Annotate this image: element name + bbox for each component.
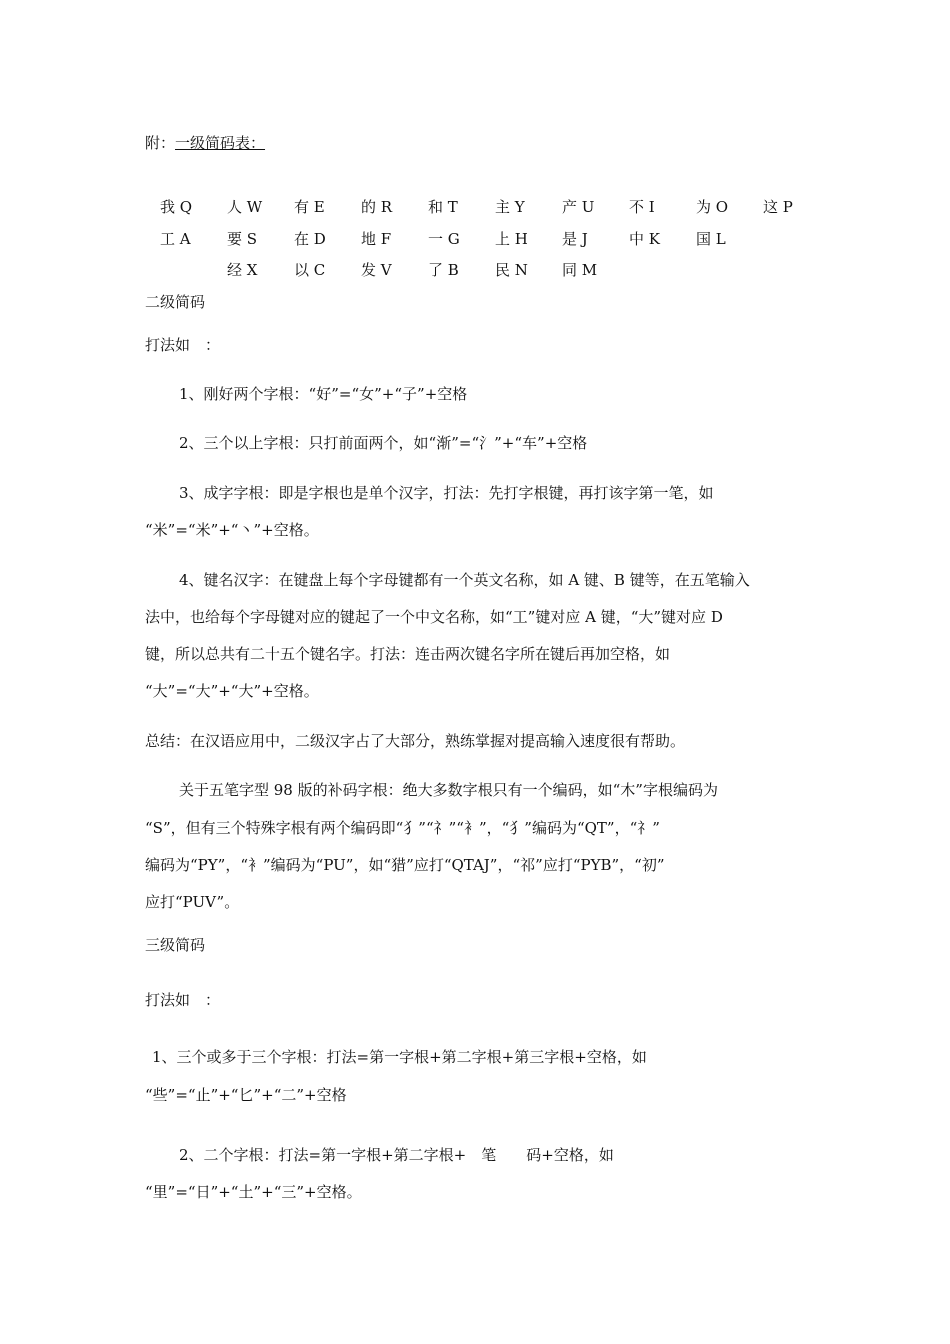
code-cell: 一 G <box>428 230 460 248</box>
code-cell: 这 P <box>763 198 793 216</box>
code-cell: 民 N <box>495 261 528 279</box>
code-cell: 地 F <box>361 230 392 248</box>
method-label: 打法如 ： <box>145 991 221 1009</box>
paragraph-line: 3、成字字根：即是字根也是单个汉字，打法：先打字根键，再打该字第一笔，如 <box>179 484 714 502</box>
paragraph-line: 2、三个以上字根：只打前面两个，如“渐”=“氵”+“车”+空格 <box>179 434 588 452</box>
paragraph-line: 1、刚好两个字根：“好”=“女”+“子”+空格 <box>179 385 468 403</box>
section-title: 三级简码 <box>145 936 206 954</box>
code-cell: 中 K <box>629 230 660 248</box>
code-cell: 产 U <box>562 198 595 216</box>
paragraph-line: 键，所以总共有二十五个键名字。打法：连击两次键名字所在键后再加空格，如 <box>145 645 671 663</box>
code-cell: 工 A <box>160 230 191 248</box>
paragraph-line: “些”=“止”+“匕”+“二”+空格 <box>145 1086 347 1104</box>
section-title: 二级简码 <box>145 293 206 311</box>
code-cell: 经 X <box>227 261 258 279</box>
code-cell: 不 I <box>629 198 655 216</box>
code-table-row <box>160 229 820 249</box>
appendix-title: 一级简码表： <box>175 134 266 152</box>
code-cell: 以 C <box>294 261 326 279</box>
summary-line: 总结：在汉语应用中，二级汉字占了大部分，熟练掌握对提高输入速度很有帮助。 <box>145 732 686 750</box>
code-cell: 我 Q <box>160 198 193 216</box>
code-cell: 人 W <box>227 198 263 216</box>
paragraph-line: “大”=“大”+“大”+空格。 <box>145 682 319 700</box>
code-cell: 在 D <box>294 230 326 248</box>
code-cell: 同 M <box>562 261 598 279</box>
code-cell: 发 V <box>361 261 392 279</box>
code-table-row <box>160 197 820 217</box>
paragraph-line: “里”=“日”+“土”+“三”+空格。 <box>145 1183 362 1201</box>
paragraph-line: 编码为“PY”，“衤”编码为“PU”，如“猎”应打“QTAJ”，“祁”应打“PYB”，“初” <box>145 856 665 874</box>
paragraph-line: 法中，也给每个字母键对应的键起了一个中文名称，如“工”键对应 A 键，“大”键对应 D <box>145 608 723 626</box>
code-cell: 了 B <box>428 261 459 279</box>
code-cell: 有 E <box>294 198 325 216</box>
paragraph-line: “米”=“米”+“丶”+空格。 <box>145 521 319 539</box>
code-cell: 的 R <box>361 198 393 216</box>
code-cell: 国 L <box>696 230 726 248</box>
paragraph-line: 应打“PUV”。 <box>145 893 240 911</box>
paragraph-line: 4、键名汉字：在键盘上每个字母键都有一个英文名称，如 A 键、B 键等，在五笔输入 <box>179 571 750 589</box>
paragraph-line: 1、三个或多于三个字根：打法=第一字根+第二字根+第三字根+空格，如 <box>152 1048 647 1066</box>
code-cell: 上 H <box>495 230 528 248</box>
appendix-prefix: 附： <box>145 134 176 152</box>
code-cell: 要 S <box>227 230 258 248</box>
appendix-heading <box>145 133 265 153</box>
method-label: 打法如 ： <box>145 336 221 354</box>
paragraph-line: “S”，但有三个特殊字根有两个编码即“犭”“礻”“衤”，“犭”编码为“QT”，“礻” <box>145 819 660 837</box>
paragraph-line: 2、二个字根：打法=第一字根+第二字根+ 笔 码+空格，如 <box>179 1146 614 1164</box>
code-table-row <box>160 260 820 280</box>
code-cell: 为 O <box>696 198 729 216</box>
code-cell: 和 T <box>428 198 458 216</box>
code-cell: 主 Y <box>495 198 525 216</box>
code-cell: 是 J <box>562 230 588 248</box>
paragraph-line: 关于五笔字型 98 版的补码字根：绝大多数字根只有一个编码，如“木”字根编码为 <box>179 781 718 799</box>
